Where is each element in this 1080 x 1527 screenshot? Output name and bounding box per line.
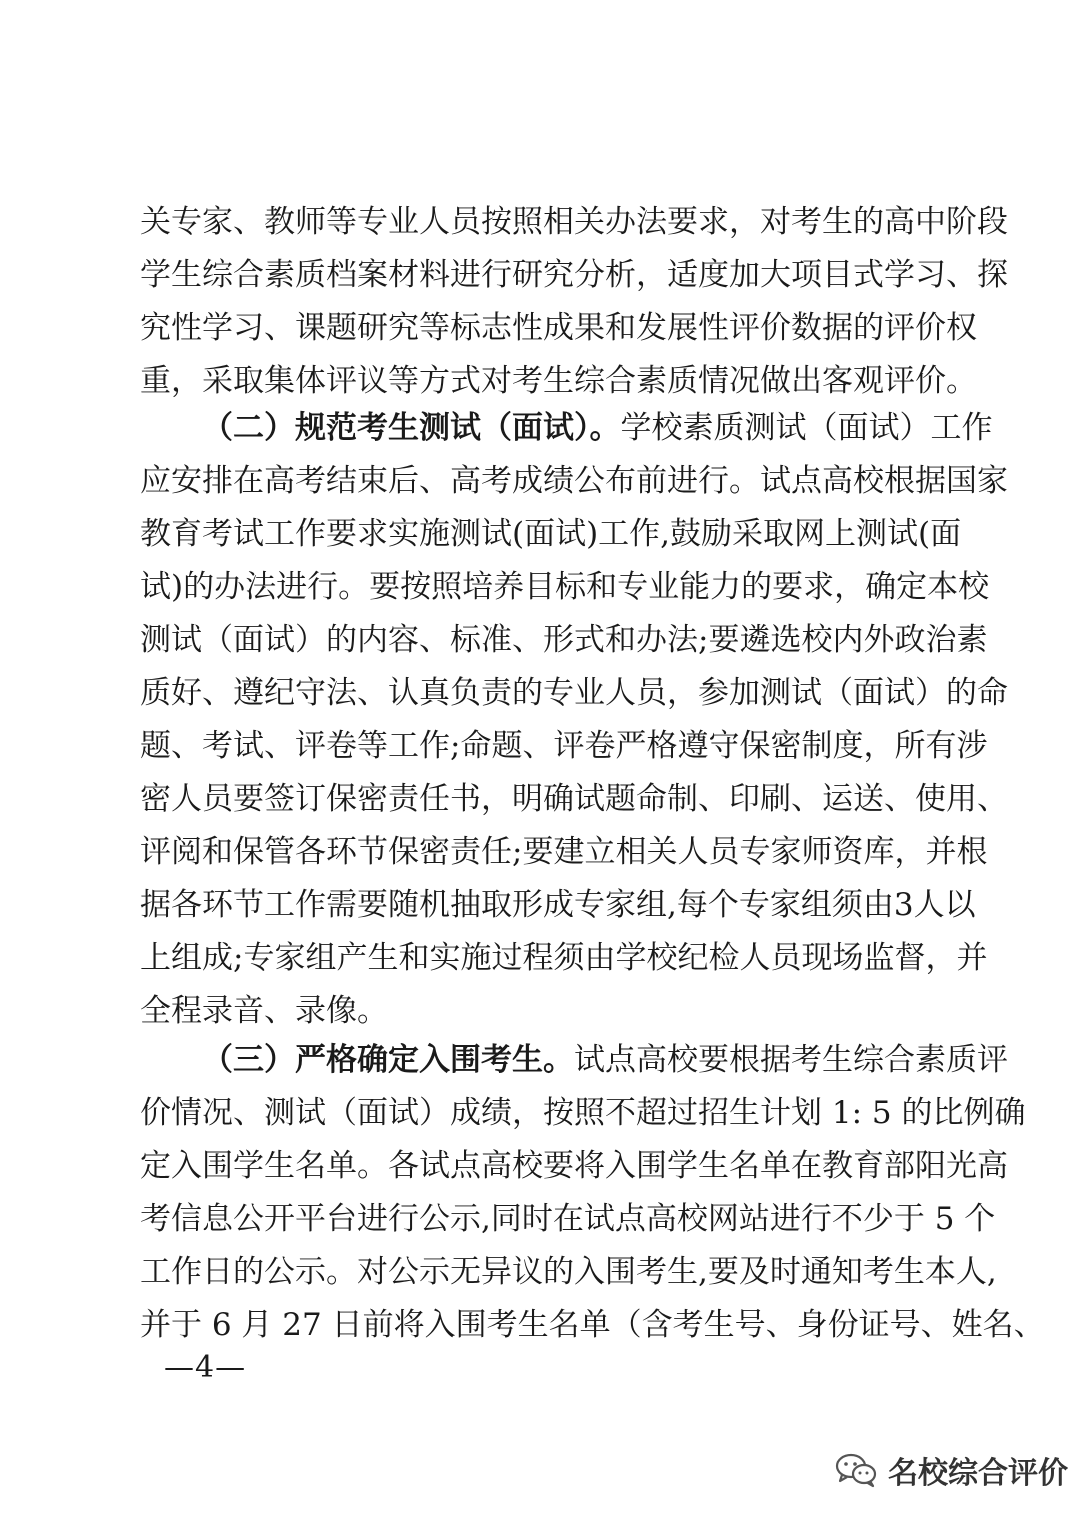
text-line: 教育考试工作要求实施测试(面试)工作,鼓励采取网上测试(面	[140, 516, 962, 552]
text-line: 考信息公开平台进行公示,同时在试点高校网站进行不少于 5 个	[140, 1201, 996, 1237]
text-span: 试点高校要根据考生综合素质评	[574, 1042, 1008, 1078]
text-line	[140, 402, 993, 455]
paragraph-1	[140, 196, 1008, 408]
wechat-icon	[834, 1452, 878, 1488]
paragraph-2	[140, 402, 1008, 1038]
text-line: 评阅和保管各环节保密责任;要建立相关人员专家师资库，并根	[140, 834, 988, 870]
section-heading: （二）规范考生测试（面试）。	[202, 410, 621, 446]
text-line: 关专家、教师等专业人员按照相关办法要求，对考生的高中阶段	[140, 204, 1008, 240]
text-line: 学生综合素质档案材料进行研究分析，适度加大项目式学习、探	[140, 257, 1008, 293]
text-line: 上组成;专家组产生和实施过程须由学校纪检人员现场监督，并	[140, 940, 988, 976]
text-line: 题、考试、评卷等工作;命题、评卷严格遵守保密制度，所有涉	[140, 728, 988, 764]
text-line: 重，采取集体评议等方式对考生综合素质情况做出客观评价。	[140, 363, 977, 399]
text-line: 全程录音、录像。	[140, 993, 388, 1029]
text-span: 学校素质测试（面试）工作	[620, 410, 993, 446]
text-line: 应安排在高考结束后、高考成绩公布前进行。试点高校根据国家	[140, 463, 1008, 499]
text-line: 定入围学生名单。各试点高校要将入围学生名单在教育部阳光高	[140, 1148, 1008, 1184]
text-line: 价情况、测试（面试）成绩，按照不超过招生计划 1: 5 的比例确	[140, 1095, 1026, 1131]
text-line	[140, 1034, 1008, 1087]
page-number: —4—	[164, 1350, 247, 1385]
text-line: 试)的办法进行。要按照培养目标和专业能力的要求，确定本校	[140, 569, 990, 605]
text-line: 并于 6 月 27 日前将入围考生名单（含考生号、身份证号、姓名、	[140, 1307, 1045, 1343]
text-line: 测试（面试）的内容、标准、形式和办法;要遴选校内外政治素	[140, 622, 988, 658]
watermark	[834, 1448, 1068, 1492]
paragraph-3	[140, 1034, 1045, 1352]
text-line: 究性学习、课题研究等标志性成果和发展性评价数据的评价权	[140, 310, 977, 346]
text-line: 据各环节工作需要随机抽取形成专家组,每个专家组须由3人以	[140, 887, 976, 923]
watermark-text: 名校综合评价	[888, 1456, 1068, 1491]
section-heading: （三）严格确定入围考生。	[202, 1042, 574, 1078]
text-line: 工作日的公示。对公示无异议的入围考生,要及时通知考生本人,	[140, 1254, 997, 1290]
text-line: 质好、遵纪守法、认真负责的专业人员，参加测试（面试）的命	[140, 675, 1008, 711]
text-line: 密人员要签订保密责任书，明确试题命制、印刷、运送、使用、	[140, 781, 1008, 817]
